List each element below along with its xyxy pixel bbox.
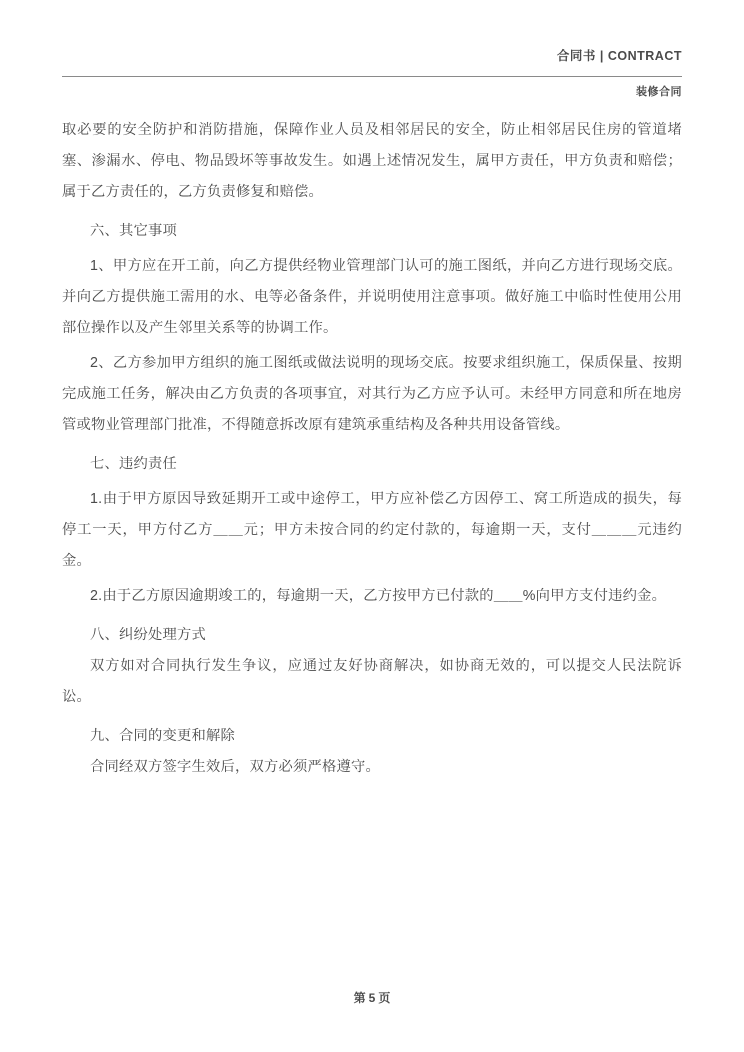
paragraph-change-1: 合同经双方签字生效后，双方必须严格遵守。 (90, 758, 380, 775)
heading-dispute-resolution: 八、纠纷处理方式 (90, 626, 206, 643)
header-subtitle: 装修合同 (636, 85, 682, 98)
paragraph-dispute-1: 双方如对合同执行发生争议，应通过友好协商解决，如协商无效的，可以提交人民法院诉讼。 (62, 657, 682, 705)
paragraph-other-1: 1、甲方应在开工前，向乙方提供经物业管理部门认可的施工图纸，并向乙方进行现场交底。并向乙方提供施工需用的水、电等必备条件，并说明使用注意事项。做好施工中临时性使用公用部位操作以及产生邻里关系等的协调工作。 (62, 257, 682, 336)
page-header (62, 0, 682, 99)
heading-other-matters: 六、其它事项 (90, 222, 177, 239)
page-footer (0, 989, 744, 1006)
document-body (62, 115, 682, 783)
heading-contract-change: 九、合同的变更和解除 (90, 727, 235, 744)
header-divider (62, 76, 682, 77)
paragraph-breach-1: 1.由于甲方原因导致延期开工或中途停工，甲方应补偿乙方因停工、窝工所造成的损失，每停工一天，甲方付乙方＿＿元；甲方未按合同的约定付款的，每逾期一天，支付＿＿＿元违约金。 (62, 490, 682, 569)
footer-prefix: 第 (353, 991, 366, 1005)
footer-page-number: 5 (368, 991, 376, 1005)
header-title: 合同书 | CONTRACT (556, 49, 682, 63)
paragraph-safety-continued: 取必要的安全防护和消防措施，保障作业人员及相邻居民的安全，防止相邻居民住房的管道堵塞、渗漏水、停电、物品毁坏等事故发生。如遇上述情况发生，属甲方责任，甲方负责和赔偿；属于乙方责任的，乙方负责修复和赔偿。 (62, 121, 682, 200)
paragraph-breach-2: 2.由于乙方原因逾期竣工的，每逾期一天，乙方按甲方已付款的＿＿%向甲方支付违约金。 (90, 587, 667, 604)
footer-suffix: 页 (378, 991, 391, 1005)
paragraph-other-2: 2、乙方参加甲方组织的施工图纸或做法说明的现场交底。按要求组织施工，保质保量、按期完成施工任务，解决由乙方负责的各项事宜，对其行为乙方应予认可。未经甲方同意和所在地房管或物业管理部门批准，不得随意拆改原有建筑承重结构及各种共用设备管线。 (62, 354, 682, 433)
heading-breach-liability: 七、违约责任 (90, 455, 177, 472)
